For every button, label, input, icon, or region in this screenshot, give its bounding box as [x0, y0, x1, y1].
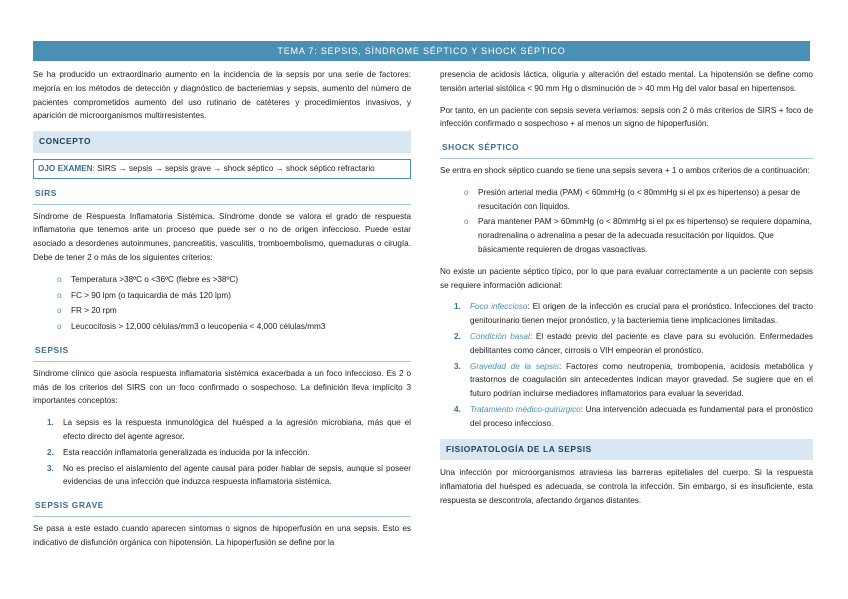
bullet-icon: o [57, 290, 62, 300]
fisiopatologia-heading: FISIOPATOLOGÍA DE LA SEPSIS [440, 439, 813, 461]
intro-paragraph: Se ha producido un extraordinario aumento en la incidencia de la sepsis por una serie de factores: mejoría en los métodos de detección y diagnóstico de bacteriemias y sepsis, aumento del número de pacientes comprometidos aumento del uso rutinario de catéteres y procedimientos invasivos, y aparición de microorganismos multirresistentes. [33, 70, 411, 121]
concept-text: No es preciso el aislamiento del agente causal para poder hablar de sepsis, aunque sí poseer evidencias de una infección que induzca respuesta inflamatoria sistémica. [63, 463, 411, 487]
list-item [464, 215, 813, 256]
criterion-text: FR > 20 rpm [71, 306, 117, 316]
sepsis-concepts-list [33, 416, 411, 489]
list-item [454, 330, 813, 358]
criterion-text: Leucocitosis > 12,000 células/mm3 o leucopenia < 4,000 células/mm3 [71, 322, 326, 332]
list-item [454, 360, 813, 401]
list-item [47, 446, 411, 460]
fisiopatologia-paragraph: Una infección por microorganismos atraviesa las barreras epiteliales del cuerpo. Si la respuesta inflamatoria del huésped es adecuada, se controla la infección. Sin embargo, si es insuficiente, esta respuesta se descontrola, afectando órganos distantes. [440, 468, 813, 505]
factor-text: : Factores como neutropenia, trombopenia, acidosis metabólica y trastornos de coagulación sin antecedentes indican mayor gravedad. Se sugiere que en el futuro podrían incluirse mediadores inflamatorios para evaluar la severidad. [470, 361, 813, 399]
por-tanto-paragraph: Por tanto, en un paciente con sepsis severa veríamos: sepsis con 2 ó más criterios de SIRS + foco de infección confirmado o sospechoso + al menos un signo de hipoperfusión. [440, 105, 813, 129]
sirs-paragraph: Síndrome de Respuesta Inflamatoria Sistémica. Síndrome donde se valora el grado de respuesta inflamatoria que tenemos ante un proceso que puede ser o no de origen infeccioso. Puede estar asociado a desordenes autoinmunes, pancreatitis, vasculitis, tromboembolismo, quemaduras o cirugía. Debe de tener 2 o más de los siguientes criterios: [33, 211, 411, 262]
factor-term: Gravedad de la sepsis [470, 361, 559, 371]
list-item [454, 403, 813, 431]
left-column [33, 68, 411, 558]
sirs-criteria-list [33, 273, 411, 334]
ojo-examen-text: : SIRS → sepsis → sepsis grave → shock séptico → shock séptico refractario [92, 163, 375, 173]
list-number: 4. [454, 404, 461, 414]
concepto-heading: CONCEPTO [33, 131, 411, 153]
factors-list [440, 300, 813, 430]
list-item [47, 416, 411, 444]
criterion-text: FC > 90 lpm (o taquicardia de más 120 lpm) [71, 290, 231, 300]
sepsis-grave-paragraph: Se pasa a este estado cuando aparecen síntomas o signos de hipoperfusión en una sepsis. Esto es indicativo de disfunción orgánica con hipotensión. La hipoperfusión se define por la [33, 523, 411, 547]
factor-text: : El estado previo del paciente es clave para su evolución. Enfermedades debilitantes como cáncer, cirrosis o VIH empeoran el pronóstico. [470, 331, 813, 355]
criterion-text: Temperatura >38ºC o <36ºC (fiebre es >38ºC) [71, 274, 239, 284]
right-column [440, 68, 813, 516]
concept-text: La sepsis es la respuesta inmunológica del huésped a la agresión microbiana, más que el efecto directo del agente agresor. [63, 418, 411, 441]
sirs-heading: SIRS [33, 185, 411, 205]
sepsis-grave-heading: SEPSIS GRAVE [33, 497, 411, 517]
list-item [57, 273, 411, 287]
factor-term: Foco infeccioso [470, 302, 528, 312]
bullet-icon: o [57, 274, 62, 284]
criterion-text: Para mantener PAM > 60mmHg (o < 80mmHg si el px es hipertenso) se requiere dopamina, noradrenalina o adrenalina a pesar de la adecuada resucitación por líquidos. Que básicamente requieren de drogas vasoactivas. [478, 217, 812, 254]
list-item [57, 320, 411, 334]
bullet-icon: o [57, 322, 62, 332]
bullet-icon: o [464, 217, 469, 227]
shock-criteria-list [440, 186, 813, 257]
list-number: 2. [47, 447, 54, 457]
shock-paragraph: Se entra en shock séptico cuando se tiene una sepsis severa + 1 o ambos criterios de a continuación: [440, 165, 810, 175]
bullet-icon: o [57, 306, 62, 316]
list-item [464, 186, 813, 214]
list-number: 2. [454, 331, 461, 341]
list-item [47, 462, 411, 490]
list-item [57, 289, 411, 303]
factor-text: : El origen de la infección es crucial para el pronóstico. Infecciones del tracto genitourinario tienen mejor pronóstico, y la bacteriemia tiene implicaciones limitadas. [470, 302, 813, 326]
factor-term: Condición basal [470, 331, 530, 341]
ojo-examen-box [33, 159, 411, 179]
shock-septico-heading: SHOCK SÉPTICO [440, 139, 813, 159]
no-existe-paragraph: No existe un paciente séptico típico, por lo que para evaluar correctamente a un paciente con sepsis se requiere información adicional: [440, 266, 813, 290]
factor-term: Tratamiento médico-quirúrgico [470, 404, 581, 414]
criterion-text: Presión arterial media (PAM) < 60mmHg (o < 80mmHg si el px es hipertenso) a pesar de resucitación con líquidos. [478, 187, 801, 211]
list-item [454, 300, 813, 328]
continuation-paragraph: presencia de acidosis láctica, oliguria y alteración del estado mental. La hipotensión se define como tensión arterial sistólica < 90 mm Hg o disminución de > 40 mm Hg del valor basal en hipertensos. [440, 70, 813, 93]
list-item [57, 304, 411, 318]
sepsis-paragraph: Síndrome clínico que asocia respuesta inflamatoria sistémica exacerbada a un foco infeccioso. Es 2 o más de los criterios del SIRS con un foco confirmado o sospechoso. La definición lleva implícito 3 importantes conceptos: [33, 368, 411, 406]
ojo-examen-label: OJO EXAMEN [38, 163, 93, 173]
list-number: 1. [47, 418, 54, 428]
list-number: 3. [454, 361, 461, 371]
list-number: 1. [454, 302, 461, 312]
page-title: TEMA 7: SEPSIS, SÍNDROME SÉPTICO Y SHOCK SÉPTICO [33, 41, 810, 61]
sepsis-heading: SEPSIS [33, 342, 411, 362]
concept-text: Esta reacción inflamatoria generalizada es inducida por la infección. [63, 447, 310, 457]
list-number: 3. [47, 463, 54, 473]
factor-text: : Una intervención adecuada es fundamental para el pronóstico del proceso infeccioso. [470, 404, 813, 428]
bullet-icon: o [464, 187, 469, 197]
